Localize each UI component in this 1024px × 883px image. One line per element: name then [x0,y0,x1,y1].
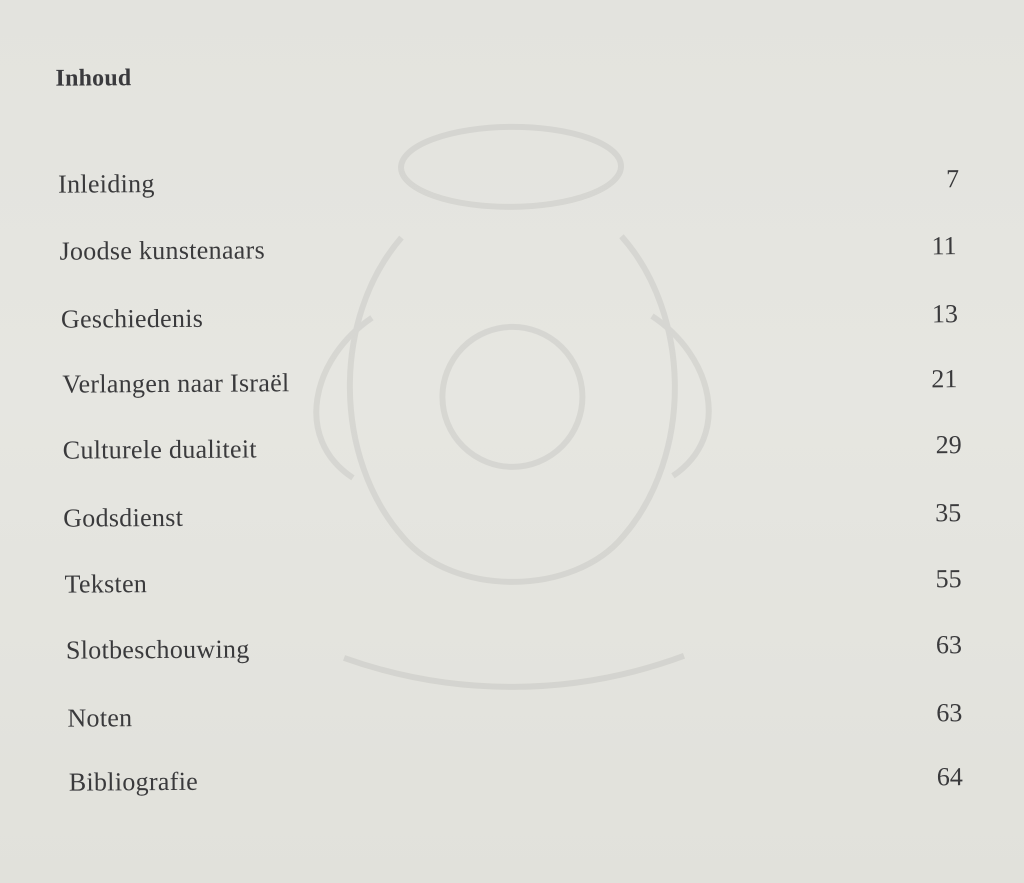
toc-entry-page: 21 [931,364,958,394]
toc-entry-title: Bibliografie [68,766,199,797]
toc-entry-title: Teksten [64,569,148,599]
toc-entry-page: 29 [935,430,962,460]
toc-entry-title: Noten [67,703,133,733]
toc-entry-page: 63 [936,698,963,728]
toc-entry-title: Verlangen naar Israël [62,368,290,399]
toc-entry-title: Geschiedenis [60,303,204,334]
toc-heading: Inhoud [55,65,132,92]
toc-entry-page: 35 [935,498,962,528]
toc-entry-page: 7 [946,164,960,194]
toc-entry-title: Inleiding [58,169,155,199]
toc-entry-title: Slotbeschouwing [65,634,250,665]
toc-entry-title: Culturele dualiteit [62,434,257,465]
toc-entry-page: 63 [935,630,963,660]
toc-entry-page: 55 [935,564,962,594]
toc-entry-page: 13 [931,299,959,329]
toc-entry-page: 64 [936,762,963,792]
toc-entry-title: Joodse kunstenaars [59,235,266,266]
toc-entry-page: 11 [931,231,957,261]
toc-entry-title: Godsdienst [63,502,184,533]
